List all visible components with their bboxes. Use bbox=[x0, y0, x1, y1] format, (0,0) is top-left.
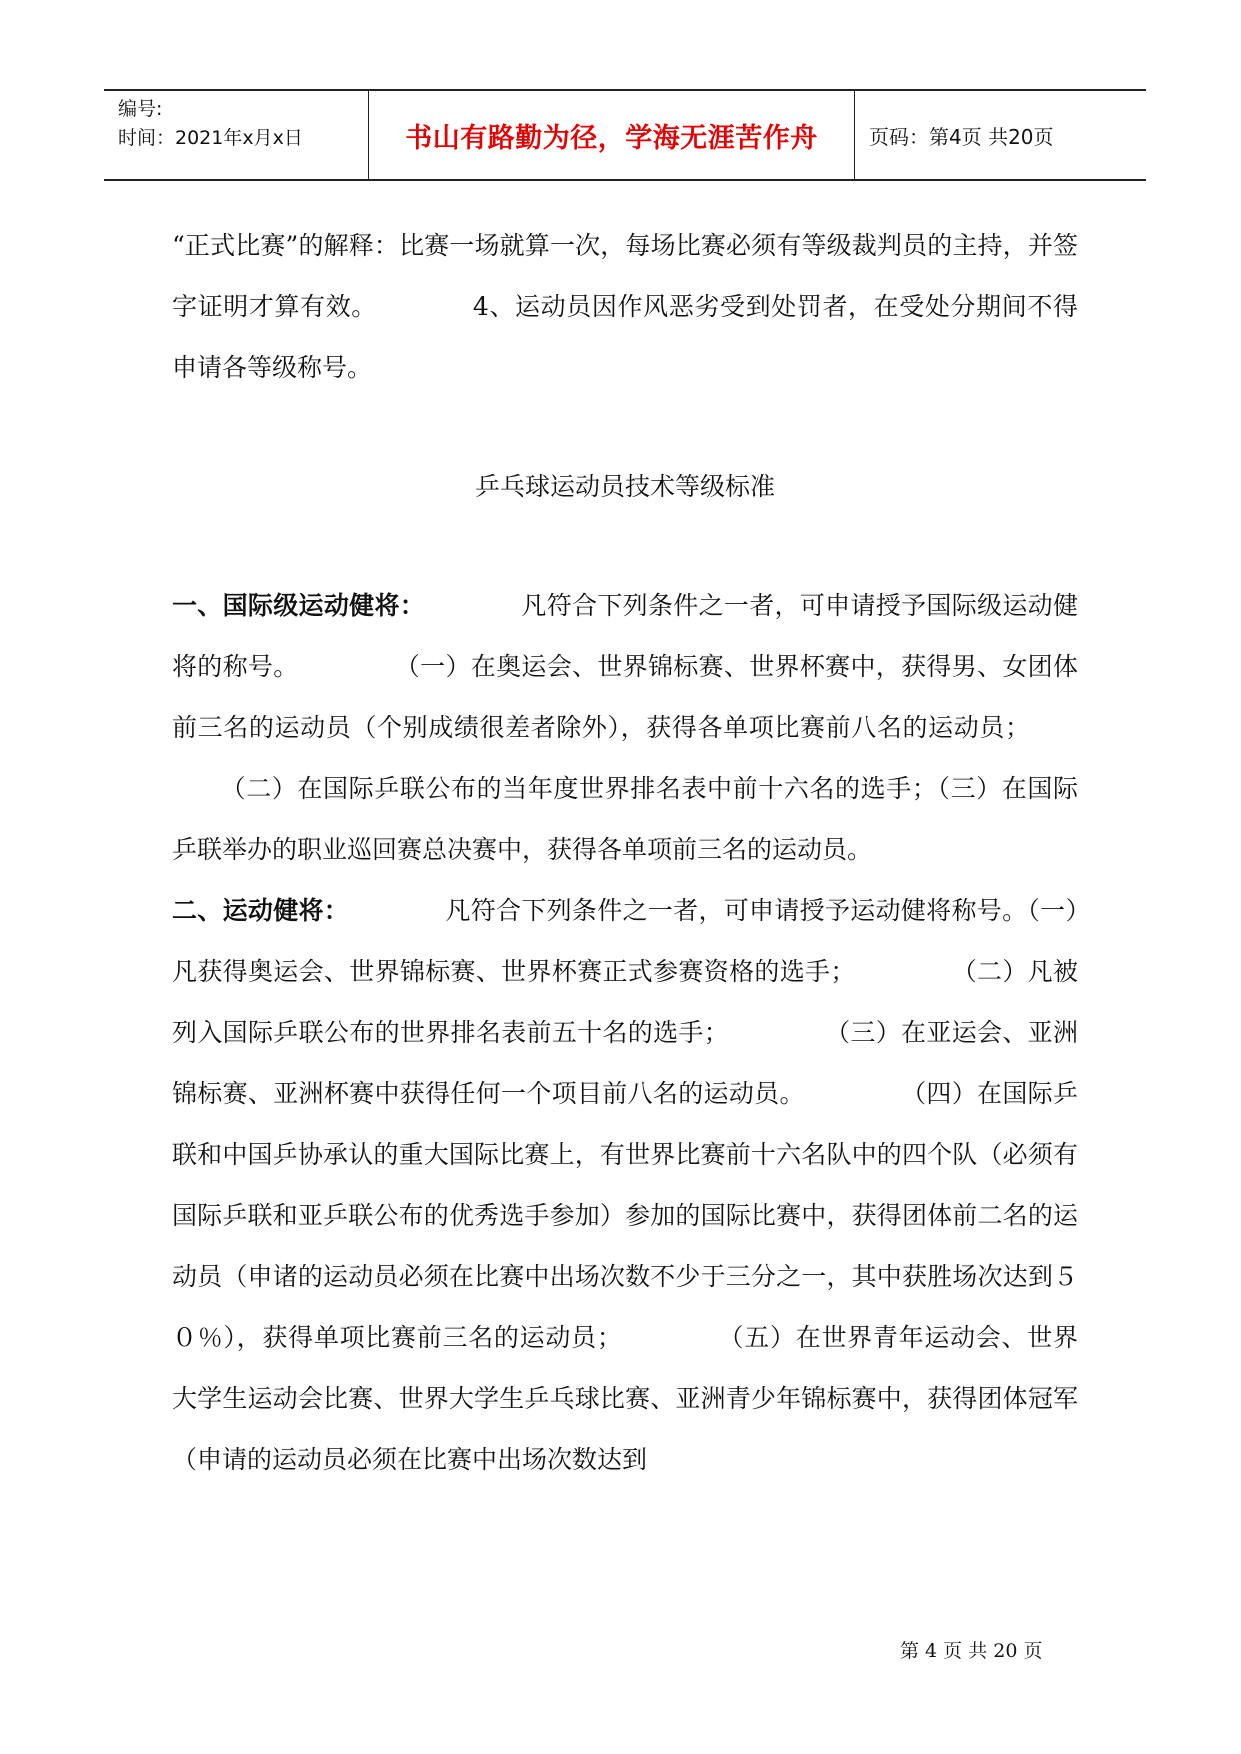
header-motto-cell bbox=[369, 91, 855, 179]
international-master-item-1: （一）在奥运会、世界锦标赛、世界杯赛中，获得男、女团体前三名的运动员（个别成绩很差者除外），获得各单项比赛前八名的运动员； bbox=[172, 652, 1078, 742]
master-item-2: （二）凡被列入国际乒联公布的世界排名表前五十名的选手； bbox=[172, 957, 1078, 1047]
document-header bbox=[104, 89, 1146, 181]
master-intro: 凡符合下列条件之一者，可申请授予运动健将称号。 bbox=[445, 896, 1028, 925]
header-motto: 书山有路勤为径，学海无涯苦作舟 bbox=[405, 122, 818, 154]
international-master-intro: 凡符合下列条件之一者，可申请授予国际级运动健将的称号。 bbox=[172, 591, 1078, 681]
master-heading: 二、运动健将： bbox=[172, 896, 350, 925]
header-meta-cell bbox=[104, 91, 369, 179]
master-item-1: （一）凡获得奥运会、世界锦标赛、世界杯赛正式参赛资格的选手； bbox=[172, 896, 1078, 986]
paragraph-intro bbox=[172, 215, 1078, 398]
page-footer: 第 4 页 共 20 页 bbox=[900, 1640, 1043, 1662]
international-master-item-3: （三）在国际乒联举办的职业巡回赛总决赛中，获得各单项前三名的运动员。 bbox=[172, 774, 1078, 864]
master-item-4: （四）在国际乒联和中国乒协承认的重大国际比赛上，有世界比赛前十六名队中的四个队（必须有国际乒联和亚乒联公布的优秀选手参加）参加的国际比赛中，获得团体前二名的运动员（申诸的运动员必须在比赛中出场次数不少于三分之一，其中获胜场次达到５０％），获得单项比赛前三名的运动员； bbox=[172, 1079, 1078, 1352]
section-international-master bbox=[172, 575, 1078, 880]
section-master bbox=[172, 880, 1078, 1490]
paragraph-official-match: “正式比赛”的解释：比赛一场就算一次，每场比赛必须有等级裁判员的主持，并签字证明才算有效。 bbox=[172, 231, 1078, 321]
international-master-heading: 一、国际级运动健将： bbox=[172, 591, 426, 620]
international-master-item-2: （二）在国际乒联公布的当年度世界排名表中前十六名的选手； bbox=[220, 774, 937, 803]
section-title: 乒乓球运动员技术等级标准 bbox=[474, 472, 775, 501]
document-number-label: 编号: bbox=[118, 98, 163, 120]
document-body bbox=[172, 215, 1078, 1490]
master-item-3: （三）在亚运会、亚洲锦标赛、亚洲杯赛中获得任何一个项目前八名的运动员。 bbox=[172, 1018, 1078, 1108]
paragraph-penalty-rule: 4、运动员因作风恶劣受到处罚者，在受处分期间不得申请各等级称号。 bbox=[172, 292, 1078, 382]
document-time-label: 时间：2021年x月x日 bbox=[118, 127, 303, 149]
header-page-cell bbox=[855, 91, 1146, 179]
header-page-number: 页码：第4页 共20页 bbox=[869, 124, 1054, 149]
master-item-5: （五）在世界青年运动会、世界大学生运动会比赛、世界大学生乒乓球比赛、亚洲青少年锦标赛中，获得团体冠军（申请的运动员必须在比赛中出场次数达到 bbox=[172, 1323, 1078, 1474]
